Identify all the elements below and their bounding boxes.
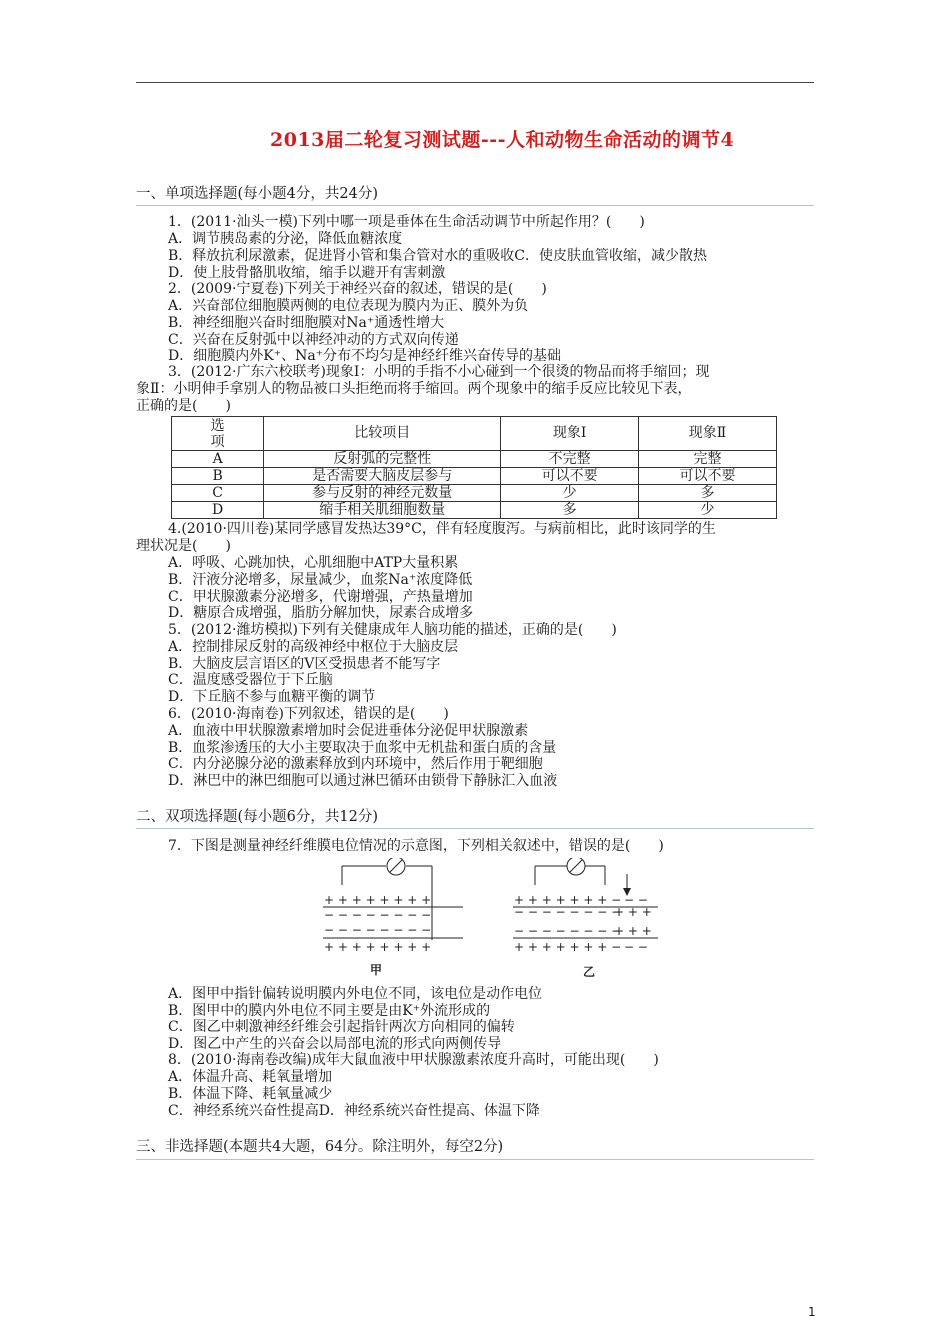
q6-option-d: D．淋巴中的淋巴细胞可以通过淋巴循环由锁骨下静脉汇入血液 bbox=[168, 773, 558, 789]
q8-option-b: B．体温下降、耗氧量减少 bbox=[168, 1086, 333, 1102]
header-item: 比较项目 bbox=[264, 417, 501, 451]
jia-top-minus: − − − − − − − − bbox=[324, 908, 432, 922]
q7-stem: 7．下图是测量神经纤维膜电位情况的示意图，下列相关叙述中，错误的是( ) bbox=[168, 838, 664, 854]
header-phenomenon-2: 现象Ⅱ bbox=[639, 417, 777, 451]
yi-base-b: − − bbox=[624, 940, 648, 954]
table-cell: 完整 bbox=[639, 451, 777, 468]
q8-option-cd: C．神经系统兴奋性提高D．神经系统兴奋性提高、体温下降 bbox=[168, 1103, 540, 1119]
q3-line-2: 象Ⅱ：小明伸手拿别人的物品被口头拒绝而将手缩回。两个现象中的缩手反应比较见下表， bbox=[136, 381, 692, 397]
table-row bbox=[172, 451, 777, 468]
q4-option-a: A．呼吸、心跳加快，心肌细胞中ATP大量积累 bbox=[168, 555, 459, 571]
table-cell: 多 bbox=[639, 485, 777, 502]
q6-option-c: C．内分泌腺分泌的激素释放到内环境中，然后作用于靶细胞 bbox=[168, 756, 543, 772]
q4-stem bbox=[136, 521, 816, 555]
q5-option-b: B．大脑皮层言语区的V区受损患者不能写字 bbox=[168, 656, 441, 672]
section-3-rule bbox=[136, 1159, 814, 1160]
table-cell: C bbox=[172, 485, 264, 502]
jia-top-plus: + + + + + + + + bbox=[324, 893, 432, 907]
q3-line-3: 正确的是( ) bbox=[136, 398, 231, 414]
yi-bot-b: + + + bbox=[614, 924, 652, 938]
q3-comparison-table bbox=[171, 416, 777, 519]
yi-top-b: − − bbox=[624, 893, 648, 907]
q7-option-d: D．图乙中产生的兴奋会以局部电流的形式向两侧传导 bbox=[168, 1036, 502, 1052]
q5-stem: 5．(2012·潍坊模拟)下列有关健康成年人脑功能的描述，正确的是( ) bbox=[168, 622, 617, 638]
header-phenomenon-1: 现象Ⅰ bbox=[501, 417, 639, 451]
q6-option-b: B．血浆渗透压的大小主要取决于血浆中无机盐和蛋白质的含量 bbox=[168, 740, 557, 756]
table-cell: 不完整 bbox=[501, 451, 639, 468]
q2-stem: 2．(2009·宁夏卷)下列关于神经兴奋的叙述，错误的是( ) bbox=[168, 281, 547, 297]
table-cell: 少 bbox=[639, 502, 777, 519]
jia-bot-minus: − − − − − − − − bbox=[324, 923, 432, 937]
q7-option-a: A．图甲中指针偏转说明膜内外电位不同，该电位是动作电位 bbox=[168, 986, 543, 1002]
q6-option-a: A．血液中甲状腺激素增加时会促进垂体分泌促甲状腺激素 bbox=[168, 723, 529, 739]
label-jia: 甲 bbox=[370, 963, 383, 977]
section-2-heading: 二、双项选择题(每小题6分，共12分) bbox=[136, 809, 378, 825]
q2-option-d: D．细胞膜内外K⁺、Na⁺分布不均匀是神经纤维兴奋传导的基础 bbox=[168, 348, 562, 364]
table-cell: 反射弧的完整性 bbox=[264, 451, 501, 468]
q4-option-d: D．糖原合成增强，脂肪分解加快，尿素合成增多 bbox=[168, 605, 474, 621]
header-option: 选项 bbox=[172, 417, 264, 451]
table-cell: 参与反射的神经元数量 bbox=[264, 485, 501, 502]
q2-option-c: C．兴奋在反射弧中以神经冲动的方式双向传递 bbox=[168, 332, 459, 348]
table-cell: 缩手相关肌细胞数量 bbox=[264, 502, 501, 519]
diagram-jia bbox=[323, 858, 463, 977]
yi-sub-a: − − − − − − − − bbox=[514, 905, 622, 919]
yi-bot-a: − − − − − − − − bbox=[514, 924, 622, 938]
table-cell: A bbox=[172, 451, 264, 468]
table-cell: 可以不要 bbox=[501, 468, 639, 485]
q7-option-b: B．图甲中的膜内外电位不同主要是由K⁺外流形成的 bbox=[168, 1003, 491, 1019]
table-cell: 可以不要 bbox=[639, 468, 777, 485]
q2-option-a: A．兴奋部位细胞膜两侧的电位表现为膜内为正、膜外为负 bbox=[168, 298, 529, 314]
membrane-potential-diagram bbox=[318, 858, 668, 983]
section-1-heading: 一、单项选择题(每小题4分，共24分) bbox=[136, 186, 378, 202]
q8-option-a: A．体温升高、耗氧量增加 bbox=[168, 1069, 333, 1085]
section-3-heading: 三、非选择题(本题共4大题，64分。除注明外，每空2分) bbox=[136, 1139, 504, 1155]
table-header-row bbox=[172, 417, 777, 451]
table-row bbox=[172, 502, 777, 519]
table-cell: 是否需要大脑皮层参与 bbox=[264, 468, 501, 485]
q4-line-1: 4.(2010·四川卷)某同学感冒发热达39°C，伴有轻度腹泻。与病前相比，此时该同学的生 bbox=[168, 521, 716, 537]
diagram-yi bbox=[513, 858, 658, 979]
q1-stem: 1．(2011·汕头一模)下列中哪一项是垂体在生命活动调节中所起作用？( ) bbox=[168, 214, 645, 230]
section-2-rule bbox=[136, 828, 814, 829]
label-yi: 乙 bbox=[583, 965, 596, 979]
q5-option-d: D．下丘脑不参与血糖平衡的调节 bbox=[168, 689, 376, 705]
yi-top-a: + + + + + + + − bbox=[514, 893, 622, 907]
q5-option-c: C．温度感受器位于下丘脑 bbox=[168, 672, 333, 688]
q4-option-c: C．甲状腺激素分泌增多，代谢增强，产热量增加 bbox=[168, 589, 473, 605]
table-row bbox=[172, 485, 777, 502]
q3-line-1: 3．(2012·广东六校联考)现象Ⅰ：小明的手指不小心碰到一个很烫的物品而将手缩回；现 bbox=[168, 364, 710, 380]
q4-line-2: 理状况是( ) bbox=[136, 538, 231, 554]
q1-option-d: D．使上肢骨骼肌收缩，缩手以避开有害刺激 bbox=[168, 265, 446, 281]
jia-bot-plus: + + + + + + + + bbox=[324, 940, 432, 954]
q3-stem bbox=[136, 364, 816, 415]
table-cell: B bbox=[172, 468, 264, 485]
q5-option-a: A．控制排尿反射的高级神经中枢位于大脑皮层 bbox=[168, 639, 459, 655]
yi-base-a: + + + + + + + − bbox=[514, 940, 622, 954]
q8-stem: 8．(2010·海南卷改编)成年大鼠血液中甲状腺激素浓度升高时，可能出现( ) bbox=[168, 1052, 659, 1068]
q1-option-b: B．释放抗利尿激素，促进肾小管和集合管对水的重吸收C．使皮肤血管收缩，减少散热 bbox=[168, 248, 707, 264]
table-cell: 多 bbox=[501, 502, 639, 519]
yi-sub-b: + + + bbox=[614, 905, 652, 919]
section-1-rule bbox=[136, 205, 814, 206]
header-rule bbox=[136, 82, 814, 83]
page-title: 2013届二轮复习测试题---人和动物生命活动的调节4 bbox=[270, 129, 735, 151]
q2-option-b: B．神经细胞兴奋时细胞膜对Na⁺通透性增大 bbox=[168, 315, 445, 331]
q4-option-b: B．汗液分泌增多，尿量减少，血浆Na⁺浓度降低 bbox=[168, 572, 473, 588]
table-row bbox=[172, 468, 777, 485]
q1-option-a: A．调节胰岛素的分泌，降低血糖浓度 bbox=[168, 231, 403, 247]
q6-stem: 6．(2010·海南卷)下列叙述，错误的是( ) bbox=[168, 706, 449, 722]
page-number: 1 bbox=[808, 1305, 816, 1319]
table-cell: 少 bbox=[501, 485, 639, 502]
table-cell: D bbox=[172, 502, 264, 519]
q7-option-c: C．图乙中刺激神经纤维会引起指针两次方向相同的偏转 bbox=[168, 1019, 515, 1035]
